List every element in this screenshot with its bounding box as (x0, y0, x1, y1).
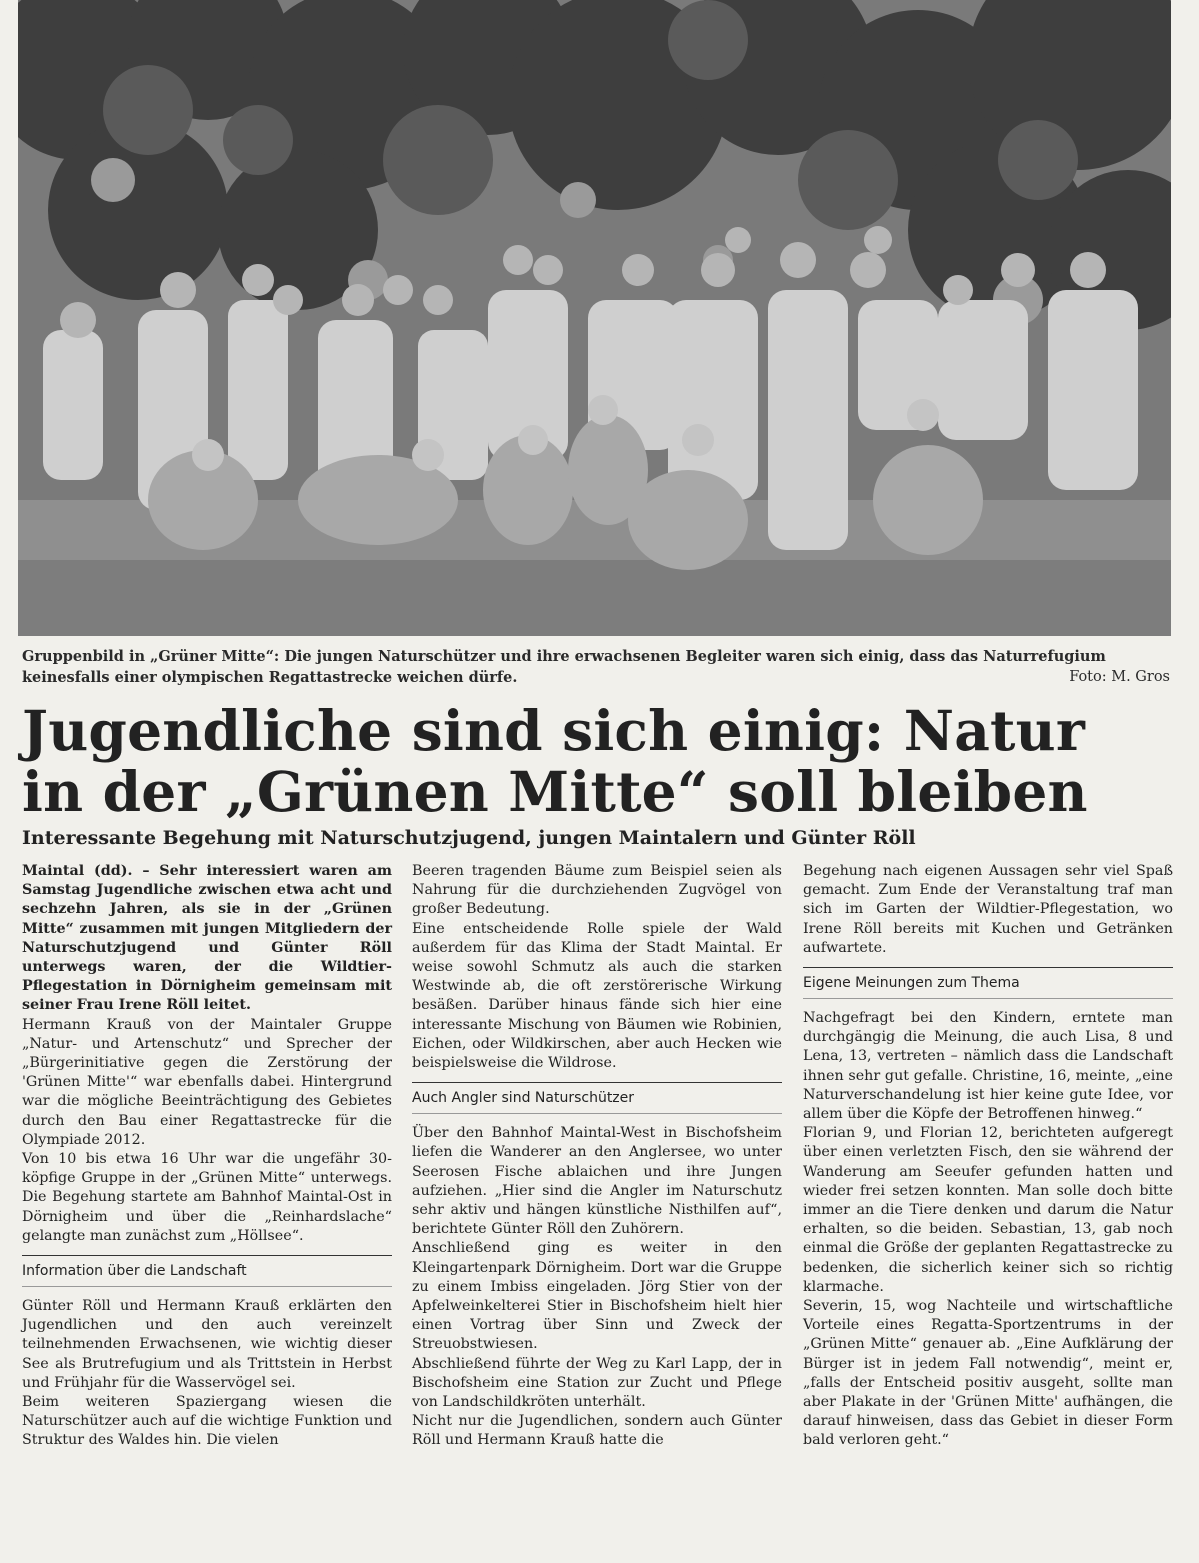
section-heading-anglers: Auch Angler sind Naturschützer (412, 1082, 782, 1114)
group-photo (18, 0, 1171, 636)
paragraph: Eine entscheidende Rolle spiele der Wald außerdem für das Klima der Stadt Maintal. Er weise sowohl Schmutz als auch die starken Westwinde ab, die oft zerstörerische Wirkung besäßen. Darüber hinaus fände sich hier eine interessante Mischung von Bäumen wie Robinien, Eichen, oder Wildkirschen, aber auch Hecken wie beispielsweise die Wildrose. (412, 920, 782, 1072)
article-column-3 (803, 862, 1173, 1451)
group-photo-image (18, 0, 1171, 636)
section-heading-opinions: Eigene Meinungen zum Thema (803, 967, 1173, 999)
paragraph: Abschließend führte der Weg zu Karl Lapp, der in Bischofsheim eine Station zur Zucht und Pflege von Landschildkröten unterhält. (412, 1355, 782, 1411)
subheadline: Interessante Begehung mit Naturschutzjugend, jungen Maintalern und Günter Röll (22, 827, 916, 849)
paragraph: Über den Bahnhof Maintal-West in Bischofsheim liefen die Wanderer an den Anglersee, wo unter Seerosen Fische ablaichen und ihre Jungen aufziehen. „Hier sind die Angler im Naturschutz sehr aktiv und hängen künstliche Nisthilfen auf“, berichtete Günter Röll den Zuhörern. (412, 1125, 782, 1238)
paragraph: Florian 9, und Florian 12, berichteten aufgeregt über einen verletzten Fisch, den sie während der Wanderung am Seeufer gefunden hatten und wieder frei setzen konnten. Man solle doch bitte immer an die Tiere denken und darum die Natur erhalten, so die beiden. Sebastian, 13, gab noch einmal die Größe der geplanten Regattastrecke zu bedenken, die sicherlich keiner sich so richtig klarmache. (803, 1125, 1173, 1295)
photo-caption-text: Gruppenbild in „Grüner Mitte“: Die jungen Naturschützer und ihre erwachsenen Begleiter waren sich einig, dass das Naturrefugium keinesfalls einer olympischen Regattastrecke weichen dürfe. (22, 648, 1106, 686)
headline (22, 700, 1172, 822)
paragraph: Hermann Krauß von der Maintaler Gruppe „Natur- und Artenschutz“ und Sprecher der „Bürgerinitiative gegen die Zerstörung der 'Grünen Mitte'“ war ebenfalls dabei. Hintergrund war die mögliche Beeinträchtigung des Gebietes durch den Bau einer Regattastrecke für die Olympiade 2012. (22, 1016, 392, 1148)
article-column-1 (22, 862, 392, 1451)
paragraph: Begehung nach eigenen Aussagen sehr viel Spaß gemacht. Zum Ende der Veranstaltung traf man sich im Garten der Wildtier-Pflegestation, wo Irene Röll bereits mit Kuchen und Getränken aufwartete. (803, 863, 1173, 956)
headline-line-2: in der „Grünen Mitte“ soll bleiben (22, 759, 1088, 824)
paragraph: Beeren tragenden Bäume zum Beispiel seien als Nahrung für die durchziehenden Zugvögel von großer Bedeutung. (412, 863, 782, 918)
paragraph: Anschließend ging es weiter in den Kleingartenpark Dörnigheim. Dort war die Gruppe zu einem Imbiss eingeladen. Jörg Stier von der Apfelweinkelterei Stier in Bischofsheim hielt hier einen Vortrag über Sinn und Zweck der Streuobstwiesen. (412, 1240, 782, 1353)
paragraph: Von 10 bis etwa 16 Uhr war die ungefähr 30-köpfige Gruppe in der „Grünen Mitte“ unterwegs. Die Begehung startete am Bahnhof Maintal-Ost in Dörnigheim und über die „Reinhardslache“ gelangte man zunächst zum „Höllsee“. (22, 1151, 392, 1244)
lead-paragraph: Maintal (dd). – Sehr interessiert waren am Samstag Jugendliche zwischen etwa acht und sechzehn Jahren, als sie in der „Grünen Mitte“ zusammen mit jungen Mitgliedern der Naturschutzjugend und Günter Röll unterwegs waren, der die Wildtier-Pflegestation in Dörnigheim gemeinsam mit seiner Frau Irene Röll leitet. (22, 863, 392, 1014)
headline-line-1: Jugendliche sind sich einig: Natur (22, 698, 1085, 763)
paragraph: Severin, 15, wog Nachteile und wirtschaftliche Vorteile eines Regatta-Sportzentrums in der „Grünen Mitte“ genauer ab. „Eine Aufklärung der Bürger ist in jedem Fall notwendig“, meint er, „falls der Entscheid positiv ausgeht, sollte man aber Plakate in der 'Grünen Mitte' aufhängen, die darauf hinweisen, dass das Gebiet in dieser Form bald verloren geht.“ (803, 1298, 1173, 1449)
article-column-2 (412, 862, 782, 1451)
paragraph: Beim weiteren Spaziergang wiesen die Naturschützer auch auf die wichtige Funktion und Struktur des Waldes hin. Die vielen (22, 1394, 392, 1449)
photo-credit: Foto: M. Gros (1069, 669, 1170, 685)
photo-caption (22, 646, 1170, 688)
section-heading-landscape: Information über die Landschaft (22, 1255, 392, 1287)
paragraph: Nachgefragt bei den Kindern, erntete man durchgängig die Meinung, die auch Lisa, 8 und Lena, 13, vertreten – nämlich dass die Landschaft ihnen sehr gut gefalle. Christine, 16, meinte, „eine Naturverschandelung ist hier keine gute Idee, vor allem über die Köpfe der Betroffenen hinweg.“ (803, 1010, 1173, 1123)
paragraph: Günter Röll und Hermann Krauß erklärten den Jugendlichen und den auch vereinzelt teilnehmenden Erwachsenen, wie wichtig dieser See als Brutrefugium und als Trittstein in Herbst und Frühjahr für die Wasservögel sei. (22, 1298, 392, 1391)
paragraph: Nicht nur die Jugendlichen, sondern auch Günter Röll und Hermann Krauß hatte die (412, 1413, 782, 1449)
